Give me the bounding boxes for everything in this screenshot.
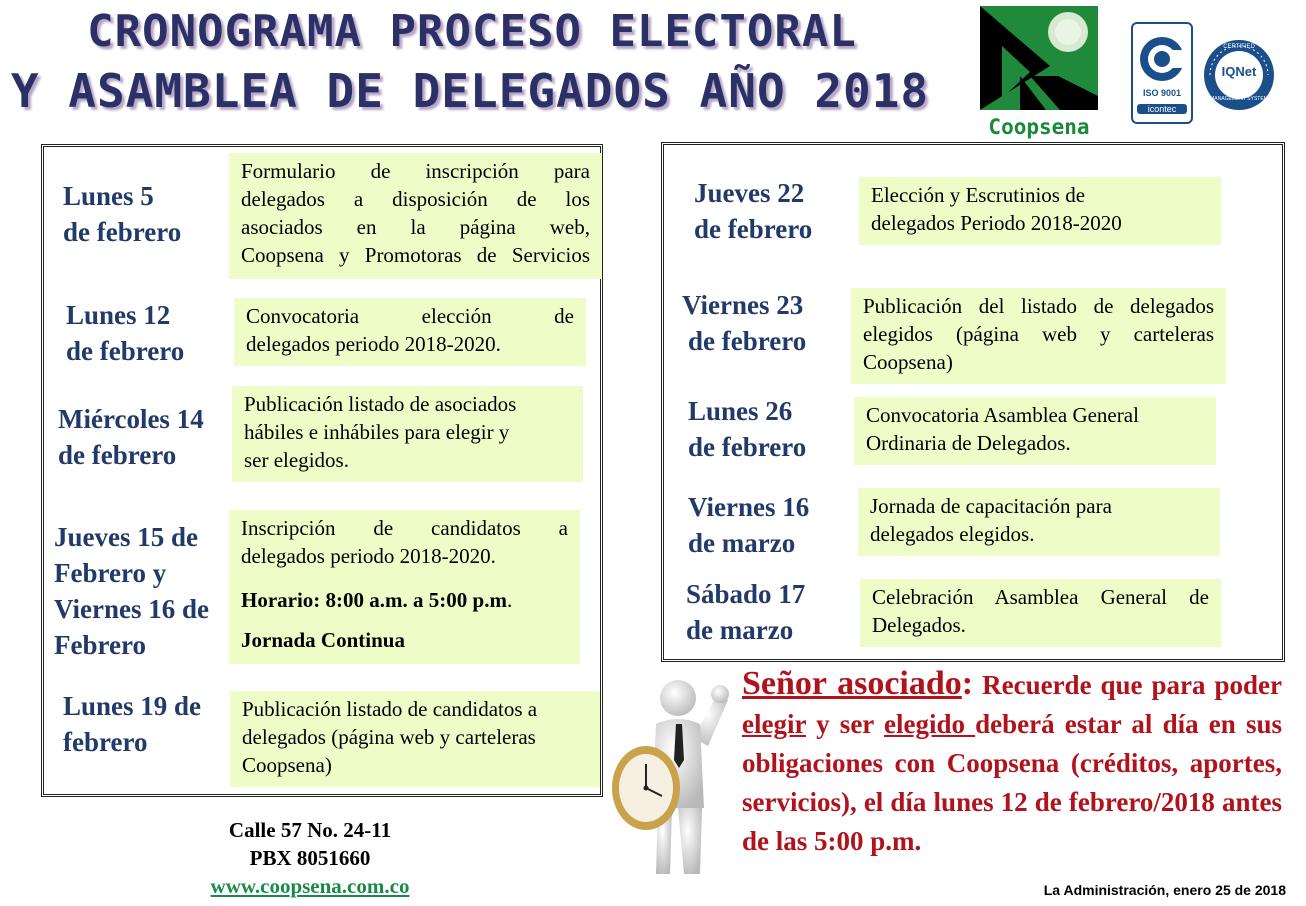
footer-website-link[interactable]: www.coopsena.com.co [210,874,410,898]
event-box-celebracion: Celebración Asamblea General de Delegados. [860,579,1221,647]
icontec-c-icon [1133,30,1191,88]
date-viernes-16: Viernes 16 de marzo [688,492,810,558]
event-box-eleccion: Elección y Escrutinios de delegados Periodo 2018-2020 [859,177,1221,245]
title-line-2: Y ASAMBLEA DE DELEGADOS AÑO 2018 [10,64,930,118]
event-box-convocatoria: Convocatoria elección de delegados periodo 2018-2020. [234,298,586,366]
coopsena-logo-icon [980,6,1098,110]
jornada-line: Jornada Continua [241,628,405,652]
date-viernes-23: Viernes 23 de febrero [682,290,807,356]
notice-elegido: elegido [883,709,976,739]
notice-lead: Señor asociado: [742,665,974,702]
event-box-capacitacion: Jornada de capacitación para delegados elegidos. [858,488,1220,556]
footer-address: Calle 57 No. 24-11 [228,818,392,842]
event-box-publicacion-elegidos: Publicación del listado de delegados elegidos (página web y carteleras Coopsena) [851,288,1226,384]
footer-pbx: PBX 8051660 [249,846,371,870]
iqnet-badge [1202,38,1276,112]
event-box-formulario: Formulario de inscripción para delegados a disposición de los asociados en la página web, Coopsena y Promotoras de Servicios [229,153,602,279]
date-lunes-19: Lunes 19 de febrero [63,691,202,757]
iso-label: ISO 9001 [1142,88,1182,98]
date-jueves-15: Jueves 15 de Febrero y Viernes 16 de Febrero [54,522,209,660]
date-sabado-17: Sábado 17 de marzo [686,579,806,645]
footer-admin: La Administración, enero 25 de 2018 [1043,882,1286,898]
event-box-habiles: Publicación listado de asociados hábiles e inhábiles para elegir y ser elegidos. [232,386,583,482]
coopsena-logo [980,6,1098,139]
notice-paragraph: Señor asociado: Recuerde que para poder elegir y ser elegido deberá estar al día en sus obligaciones con Coopsena (créditos, aportes, servicios), el día lunes 12 de febrero/2018 antes de las 5:00 p.m. [742,665,1282,856]
coopsena-logo-name: Coopsena [988,115,1090,139]
date-miercoles-14: Miércoles 14 de febrero [58,404,204,470]
man-with-clock-icon [608,668,740,878]
date-lunes-5: Lunes 5 de febrero [63,181,182,247]
event-box-convocatoria-asamblea: Convocatoria Asamblea General Ordinaria de Delegados. [854,397,1216,465]
figure-with-clock-illustration [608,668,740,878]
iqnet-certified: CERTIFIED [1223,44,1255,50]
notice-elegir: elegir [742,709,806,739]
date-lunes-26: Lunes 26 de febrero [688,396,807,462]
event-box-candidatos: Publicación listado de candidatos a delegados (página web y carteleras Coopsena) [230,691,600,787]
horario-line: Horario: 8:00 a.m. a 5:00 p.m. [241,588,513,612]
event-box-inscripcion: Inscripción de candidatos a delegados periodo 2018-2020. Horario: 8:00 a.m. a 5:00 p.m. Jornada Continua [229,510,580,664]
footer-web-wrap [180,874,440,899]
iqnet-mgmt: MANAGEMENT SYSTEM [1210,96,1268,102]
date-jueves-22: Jueves 22 de febrero [694,178,813,244]
title-line-1: CRONOGRAMA PROCESO ELECTORAL [87,6,857,57]
icontec-badge [1131,22,1193,124]
date-lunes-12: Lunes 12 de febrero [66,300,185,366]
icontec-label: icontec [1137,104,1187,114]
iqnet-label: IQNet [1221,64,1257,79]
